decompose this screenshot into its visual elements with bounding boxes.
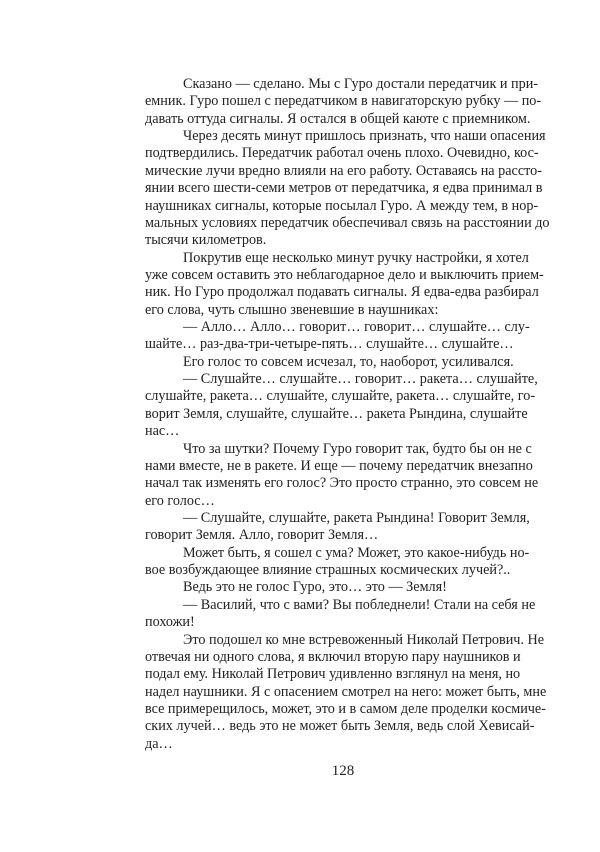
text-line: ворит Земля, слушайте, слушайте… ракета Рындина, слушайте xyxy=(145,405,528,422)
text-line: — Слушайте… слушайте… говорит… ракета… слушайте, xyxy=(183,371,538,388)
text-line: слушайте, ракета… слушайте, слушайте, ракета… слушайте, го- xyxy=(145,388,536,405)
text-line: нас… xyxy=(145,423,180,440)
text-line: Сказано — сделано. Мы с Гуро достали передатчик и при- xyxy=(183,76,539,92)
text-line: Через десять минут пришлось признать, что наши опасения xyxy=(183,128,546,145)
text-line: подал ему. Николай Петрович удивленно взглянул на меня, но xyxy=(145,666,521,683)
paragraph xyxy=(145,544,530,580)
text-line: Ведь это не голос Гуро, это… это — Земля! xyxy=(183,579,447,596)
text-line: его слова, чуть слышно звеневшие в наушниках: xyxy=(145,301,439,318)
text-line: говорит Земля. Алло, говорит Земля… xyxy=(145,527,379,544)
text-line: надел наушники. Я с опасением смотрел на него: может быть, мне xyxy=(145,683,547,700)
text-line: Может быть, я сошел с ума? Может, это какое-нибудь но- xyxy=(183,544,530,561)
text-line: начал так изменять его голос? Это просто странно, это совсем не xyxy=(145,475,539,492)
text-line: подтвердились. Передатчик работал очень плохо. Очевидно, кос- xyxy=(145,145,539,162)
text-line: да… xyxy=(145,735,173,752)
text-line: Это подошел ко мне встревоженный Николай Петрович. Не xyxy=(183,631,545,648)
page-number: 128 xyxy=(331,763,355,779)
text-line: наушниках сигналы, которые посылал Гуро. А между тем, в нор- xyxy=(145,197,539,214)
paragraph xyxy=(145,596,536,632)
text-line: ник. Но Гуро продолжал подавать сигналы. Я едва-едва разбирал xyxy=(145,284,539,301)
text-line: похожи! xyxy=(145,614,195,631)
text-line: тысячи километров. xyxy=(145,232,267,249)
text-line: уже совсем оставить это неблагодарное дело и выключить прием- xyxy=(145,266,544,283)
text-line: Что за шутки? Почему Гуро говорит так, будто бы он не с xyxy=(183,440,532,457)
paragraph xyxy=(145,509,530,545)
text-line: шайте… раз-два-три-четыре-пять… слушайте… слушайте… xyxy=(145,336,514,353)
text-line: емник. Гуро пошел с передатчиком в навигаторскую рубку — по- xyxy=(145,93,542,110)
text-line: вое возбуждающее влияние страшных космических лучей?.. xyxy=(145,562,511,579)
text-line: все примерещилось, может, это и в самом деле проделки космиче- xyxy=(145,700,546,717)
paragraph xyxy=(145,76,542,128)
paragraph xyxy=(145,353,514,371)
text-line: Его голос то совсем исчезал, то, наоборот, усиливался. xyxy=(183,353,514,370)
text-line: — Алло… Алло… говорит… говорит… слушайте… слу- xyxy=(183,319,530,336)
paragraph xyxy=(145,371,538,440)
paragraph xyxy=(145,631,547,754)
text-line: — Слушайте, слушайте, ракета Рындина! Говорит Земля, xyxy=(183,509,530,526)
text-line: мические лучи вредно влияли на его работу. Оставаясь на рассто- xyxy=(145,162,542,179)
paragraph xyxy=(145,319,530,354)
text-line: — Василий, что с вами? Вы побледнели! Стали на себя не xyxy=(183,596,536,613)
text-line: янии всего шести-семи метров от передатчика, я едва принимал в xyxy=(145,180,543,197)
paragraph xyxy=(145,440,539,510)
paragraph xyxy=(145,579,456,596)
text-line: отвечая ни одного слова, я включил вторую пару наушников и xyxy=(145,648,521,665)
text-line: Покрутив еще несколько минут ручку настройки, я хотел xyxy=(183,249,529,266)
text-line: ских лучей… ведь это не может быть Земля, ведь слой Хевисай- xyxy=(145,718,535,735)
text-line: давать оттуда сигналы. Я остался в общей каюте с приемником. xyxy=(145,110,531,127)
text-line: мальных условиях передатчик обеспечивал связь на расстоянии до xyxy=(145,214,550,231)
text-line: его голос… xyxy=(145,492,215,509)
paragraph xyxy=(145,249,544,319)
paragraph xyxy=(145,128,550,250)
page-body xyxy=(145,76,550,753)
text-line: нами вместе, не в ракете. И еще — почему передатчик внезапно xyxy=(145,457,533,474)
